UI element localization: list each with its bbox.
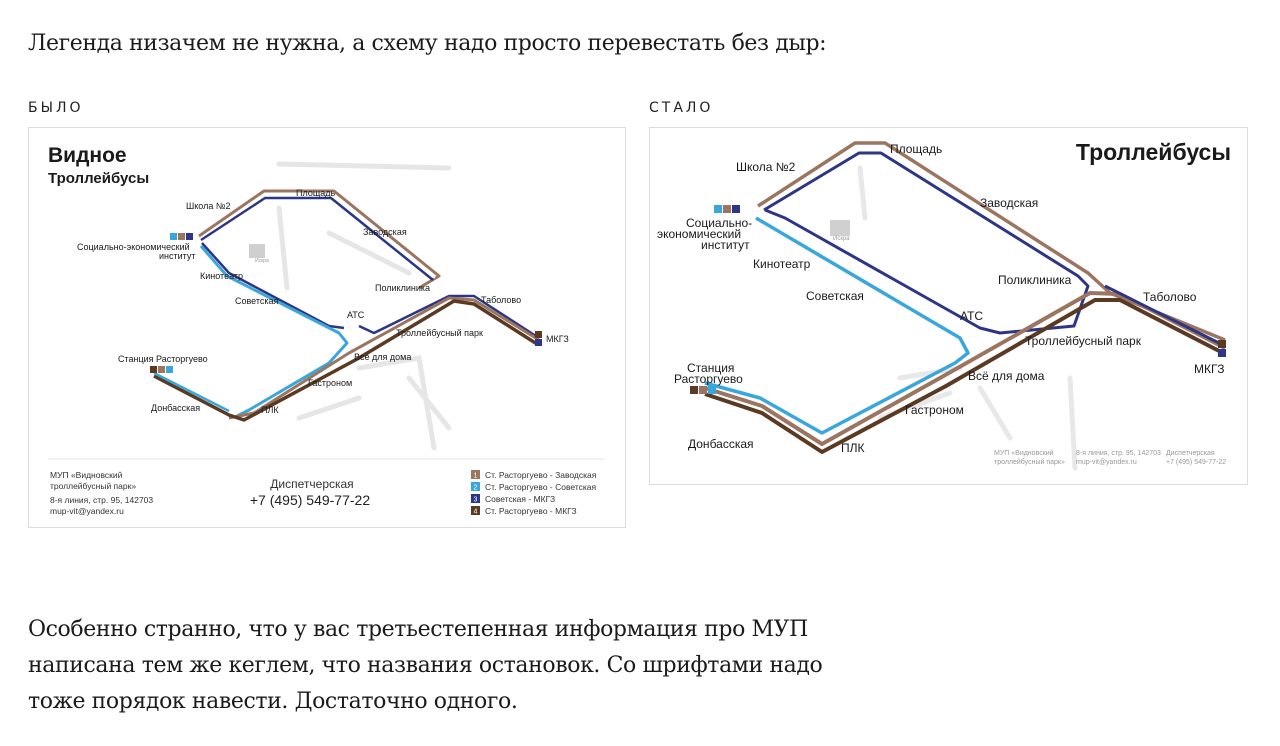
address-line-2: mup-vit@yandex.ru [1076, 459, 1137, 466]
address-line-1: 8-я линия, стр. 95, 142703 [1076, 450, 1161, 457]
legend-text-1: Ст. Расторгуево - Заводская [485, 470, 597, 480]
map-title: Троллейбусы [1075, 139, 1231, 165]
org-line-4: mup-vit@yandex.ru [50, 506, 124, 516]
legend-num-3: 3 [473, 496, 478, 504]
streets-before [279, 164, 449, 448]
legend-num-2: 2 [473, 484, 478, 492]
dispatcher-label: Диспетчерская [270, 477, 354, 491]
stop-mkgz: МКГЗ [1194, 362, 1225, 376]
stop-gastronom: Гастроном [308, 378, 353, 388]
map-subtitle: Троллейбусы [48, 170, 150, 187]
stop-vse: Всё для дома [968, 369, 1045, 383]
stop-square: Площадь [890, 142, 943, 156]
legend-num-4: 4 [473, 508, 478, 516]
stop-kino: Кинотеатр [753, 257, 811, 271]
landmark-label: Искра [833, 236, 850, 242]
stop-sei-3: институт [701, 238, 750, 252]
dispatcher-phone: +7 (495) 549-77-22 [249, 492, 371, 508]
map-after [649, 127, 1248, 485]
stop-donbasskaya: Донбасская [151, 403, 201, 413]
stop-square: Площадь [296, 188, 336, 198]
stop-tabolovo: Таболово [1143, 290, 1197, 304]
iskra-building-icon [830, 220, 850, 236]
stop-zavodskaya: Заводская [363, 227, 407, 237]
iskra-building-icon [249, 244, 265, 258]
legend-before [471, 470, 597, 516]
stop-poliklinika: Поликлиника [375, 283, 431, 293]
stop-park: Троллейбусный парк [1025, 334, 1141, 348]
stop-kino: Кинотеатр [200, 271, 244, 281]
caption-before: БЫЛО [28, 100, 84, 116]
stop-ats: АТС [347, 310, 365, 320]
stop-vse: Всё для дома [354, 352, 412, 362]
stop-poliklinika: Поликлиника [998, 273, 1072, 287]
stop-zavodskaya: Заводская [980, 196, 1039, 210]
stop-mkgz: МКГЗ [546, 334, 569, 344]
map-after-drawing [650, 128, 1247, 484]
outro-text: Особенно странно, что у вас третьестепенная информация про МУП написана тем же кеглем, что названия остановок. Со шрифтами надо тоже порядок навести. Достаточно одного. [28, 617, 823, 714]
stop-sei-1: Социально- [686, 216, 753, 230]
stop-sovetskaya: Советская [235, 296, 279, 306]
stop-sei: Социально-экономический [77, 242, 190, 252]
stop-park: Троллейбусный парк [396, 328, 483, 338]
legend-text-3: Советская - МКГЗ [485, 494, 556, 504]
stop-rastorguevo: Станция Расторгуево [118, 354, 208, 364]
org-line-1: МУП «Видновский [50, 470, 123, 480]
org-line-2: троллейбусный парк» [994, 459, 1065, 466]
caption-after: СТАЛО [649, 100, 714, 116]
map-title: Видное [48, 144, 127, 167]
map-before-drawing [29, 128, 625, 527]
org-line-3: 8-я линия, стр. 95, 142703 [50, 495, 154, 505]
dispatcher-label: Диспетчерская [1166, 450, 1215, 457]
landmark-label: Искра [255, 258, 269, 264]
map-before [28, 127, 626, 528]
legend-text-4: Ст. Расторгуево - МКГЗ [485, 506, 577, 516]
stop-gastronom: Гастроном [905, 403, 964, 417]
stop-plk: ПЛК [261, 405, 279, 415]
legend-num-1: 1 [473, 472, 478, 480]
org-line-2: троллейбусный парк» [50, 481, 137, 491]
stop-ats: АТС [960, 309, 984, 323]
stop-station-1: Станция [687, 361, 735, 375]
stop-plk: ПЛК [841, 441, 865, 455]
stop-sovetskaya: Советская [806, 289, 864, 303]
stop-station-2: Расторгуево [674, 372, 743, 386]
org-line-1: МУП «Видновский [994, 450, 1054, 457]
stop-school: Школа №2 [736, 160, 796, 174]
intro-text: Легенда низачем не нужна, а схему надо просто перевестать без дыр: [28, 31, 827, 56]
stop-school: Школа №2 [186, 201, 231, 211]
stop-sei-2: экономический [657, 227, 742, 241]
dispatcher-phone: +7 (495) 549-77-22 [1166, 459, 1227, 466]
legend-text-2: Ст. Расторгуево - Советская [485, 482, 597, 492]
stop-donbasskaya: Донбасская [688, 437, 754, 451]
stop-sei-2: институт [159, 251, 196, 261]
stop-tabolovo: Таболово [481, 295, 522, 305]
